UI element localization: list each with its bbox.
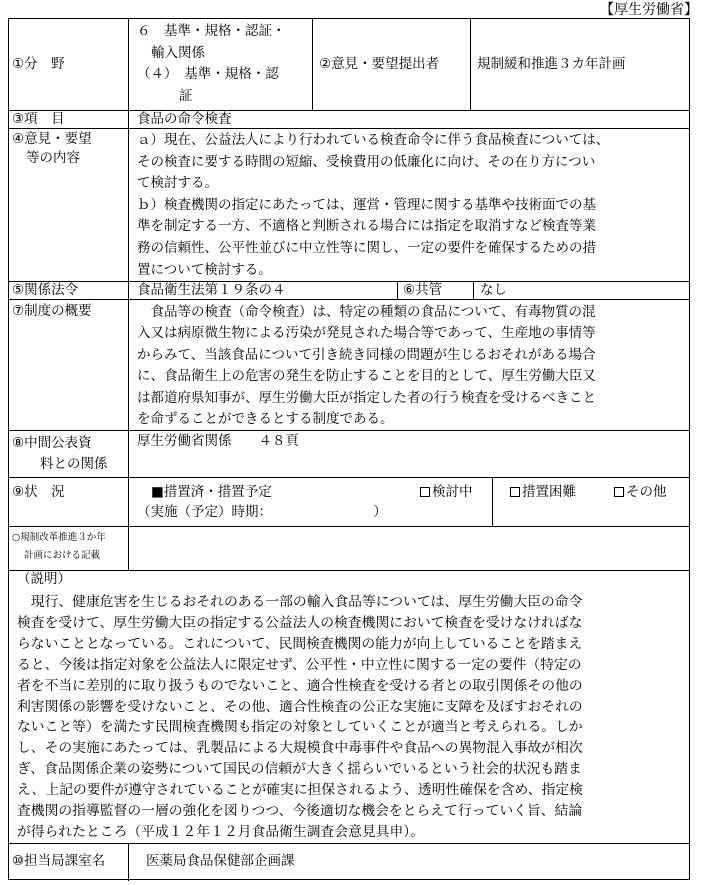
- joint-value: なし: [480, 282, 507, 298]
- bureau-value: 医薬局食品保健部企画課: [146, 853, 295, 869]
- field-value-line: 証: [179, 87, 193, 104]
- explanation-heading: （説明）: [17, 571, 71, 587]
- row-divider: [9, 477, 689, 478]
- explanation-line: え、上記の要件が遵守されていることが確実に担保されるよう、透明性確保を含め、指定検: [17, 782, 583, 799]
- field-value-line: 輸入関係: [151, 44, 205, 61]
- column-divider: [492, 477, 493, 526]
- system-label: ⑦制度の概要: [12, 303, 92, 319]
- interim-value: 厚生労働省関係 ４８頁: [137, 433, 299, 449]
- explanation-line: 者を不当に差別的に取り扱うものでないこと、適合性検査を受ける者との取引関係その他の: [17, 677, 583, 694]
- status-reviewing[interactable]: [420, 484, 473, 502]
- request-body: [137, 130, 609, 281]
- status-difficult[interactable]: [510, 484, 576, 502]
- field-value-line: （４） 基準・規格・認: [137, 66, 279, 82]
- requester-value: 規制緩和推進３カ年計画: [477, 56, 626, 72]
- row-divider: [9, 299, 689, 300]
- column-divider: [473, 281, 474, 299]
- explanation-body: [17, 592, 583, 843]
- request-line: ｂ）検査機関の指定にあたっては、運営・管理に関する基準や技術面での基: [137, 196, 596, 213]
- difficult-checkbox-icon[interactable]: [510, 487, 520, 497]
- difficult-text: 措置困難: [522, 484, 576, 500]
- column-divider: [312, 19, 313, 110]
- field-label: ①分 野: [12, 56, 65, 72]
- joint-label: ⑥共管: [403, 282, 443, 298]
- plan-label-line: ○規制改革推進３か年: [12, 532, 106, 543]
- request-line: て検討する。: [137, 175, 218, 192]
- field-value: [137, 21, 286, 107]
- label-column-divider: [128, 19, 129, 570]
- row-divider: [9, 526, 689, 527]
- explanation-line: らないこととなっている。これについて、民間検査機関の能力が向上していることを踏まえ: [17, 635, 583, 652]
- requester-label: ②意見・要望提出者: [319, 56, 440, 72]
- ministry-label: 【厚生労働省】: [600, 2, 698, 18]
- label-column-divider: [128, 843, 129, 881]
- explanation-line: 現行、健康危害を生じるおそれのある一部の輸入食品等については、厚生労働大臣の命令: [17, 594, 583, 610]
- plan-label-line: 計画における記載: [24, 550, 101, 561]
- explanation-line: 査機関の指導監督の一層の強化を図りつつ、今後適切な機会をとらえて行っていく旨、結論: [17, 803, 583, 820]
- request-line: 準を制定する一方、不適格と判断される場合には指定を取消すなど検査等業: [137, 218, 596, 235]
- interim-label-line: ⑧中間公表資: [12, 435, 92, 451]
- row-divider: [9, 843, 689, 844]
- law-value: 食品衛生法第１９条の４: [137, 282, 286, 298]
- field-value-line: ６ 基準・規格・認証・: [137, 23, 286, 39]
- system-line: 食品等の検査（命令検査）は、特定の種類の食品について、有毒物質の混: [137, 304, 596, 320]
- row-divider: [9, 570, 689, 571]
- system-line: 入又は病原微生物による汚染が発見された場合等であって、生産地の事情等: [137, 325, 596, 342]
- status-other[interactable]: [614, 484, 667, 502]
- reviewing-checkbox-icon[interactable]: [420, 487, 430, 497]
- interim-label-line: 料との関係: [40, 456, 108, 472]
- item-label: ③項 目: [12, 111, 65, 127]
- explanation-line: が得られたところ（平成１２年１２月食品衛生調査会意見具申）。: [17, 823, 425, 840]
- explanation-line: し、その実施にあたっては、乳製品による大規模食中毒事件や食品への異物混入事故が相次: [17, 740, 583, 757]
- request-line: ａ）現在、公益法人により行われている検査命令に伴う食品検査については、: [137, 132, 610, 148]
- explanation-line: ないこと等）を満たす民間検査機関も指定の対象としていくことが適当と考えられる。しか: [17, 719, 583, 736]
- request-line: 置について検討する。: [137, 261, 272, 278]
- reviewing-text: 検討中: [432, 484, 473, 500]
- explanation-line: 検査を受けて、厚生労働大臣の指定する公益法人の検査機関において検査を受けなければな: [17, 614, 583, 631]
- plan-label: [12, 529, 106, 565]
- request-line: その検査に要する時間の短縮、受検費用の低廉化に向け、その在り方につい: [137, 153, 596, 170]
- system-line: を命ずることができるとする制度である。: [137, 411, 394, 428]
- other-checkbox-icon[interactable]: [614, 487, 624, 497]
- interim-label: [12, 433, 108, 475]
- row-divider: [9, 128, 689, 129]
- column-divider: [470, 19, 471, 110]
- row-divider: [9, 110, 689, 111]
- explanation-line: ぎ、食品関係企業の姿勢について国民の信頼が大きく揺らいでいるという社会的状況も踏ま: [17, 761, 582, 778]
- status-period: （実施（予定）時期： ）: [137, 504, 387, 520]
- explanation-line: 利害関係の影響を受けないこと、その他、適合性検査の公正な実施に支障を及ぼすおそれの: [17, 698, 583, 715]
- request-line: 務の信頼性、公平性並びに中立性等に関し、一定の要件を確保するための措: [137, 239, 596, 256]
- request-label-line: 等の内容: [26, 150, 80, 166]
- law-label: ⑤関係法令: [12, 282, 79, 298]
- column-divider: [397, 281, 398, 299]
- bureau-label: ⑩担当局課室名: [12, 853, 106, 869]
- request-label: [12, 130, 92, 168]
- status-done: ■措置済・措置予定: [151, 484, 272, 500]
- system-line: は都道府県知事が、厚生労働大臣が指定した者の行う検査を受けるべきこと: [137, 389, 596, 406]
- system-line: からみて、当該食品について引き続き同様の問題が生じるおそれがある場合: [137, 346, 596, 363]
- other-text: その他: [626, 484, 667, 500]
- explanation-line: ると、今後は指定対象を公益法人に限定せず、公平性・中立性に関する一定の要件（特定の: [17, 656, 582, 673]
- system-body: [137, 302, 596, 430]
- item-value: 食品の命令検査: [137, 111, 232, 127]
- form-table: [8, 18, 690, 880]
- system-line: に、食品衛生上の危害の発生を防止することを目的として、厚生労働大臣又: [137, 368, 596, 385]
- status-label: ⑨状 況: [12, 484, 65, 500]
- request-label-line: ④意見・要望: [12, 131, 92, 147]
